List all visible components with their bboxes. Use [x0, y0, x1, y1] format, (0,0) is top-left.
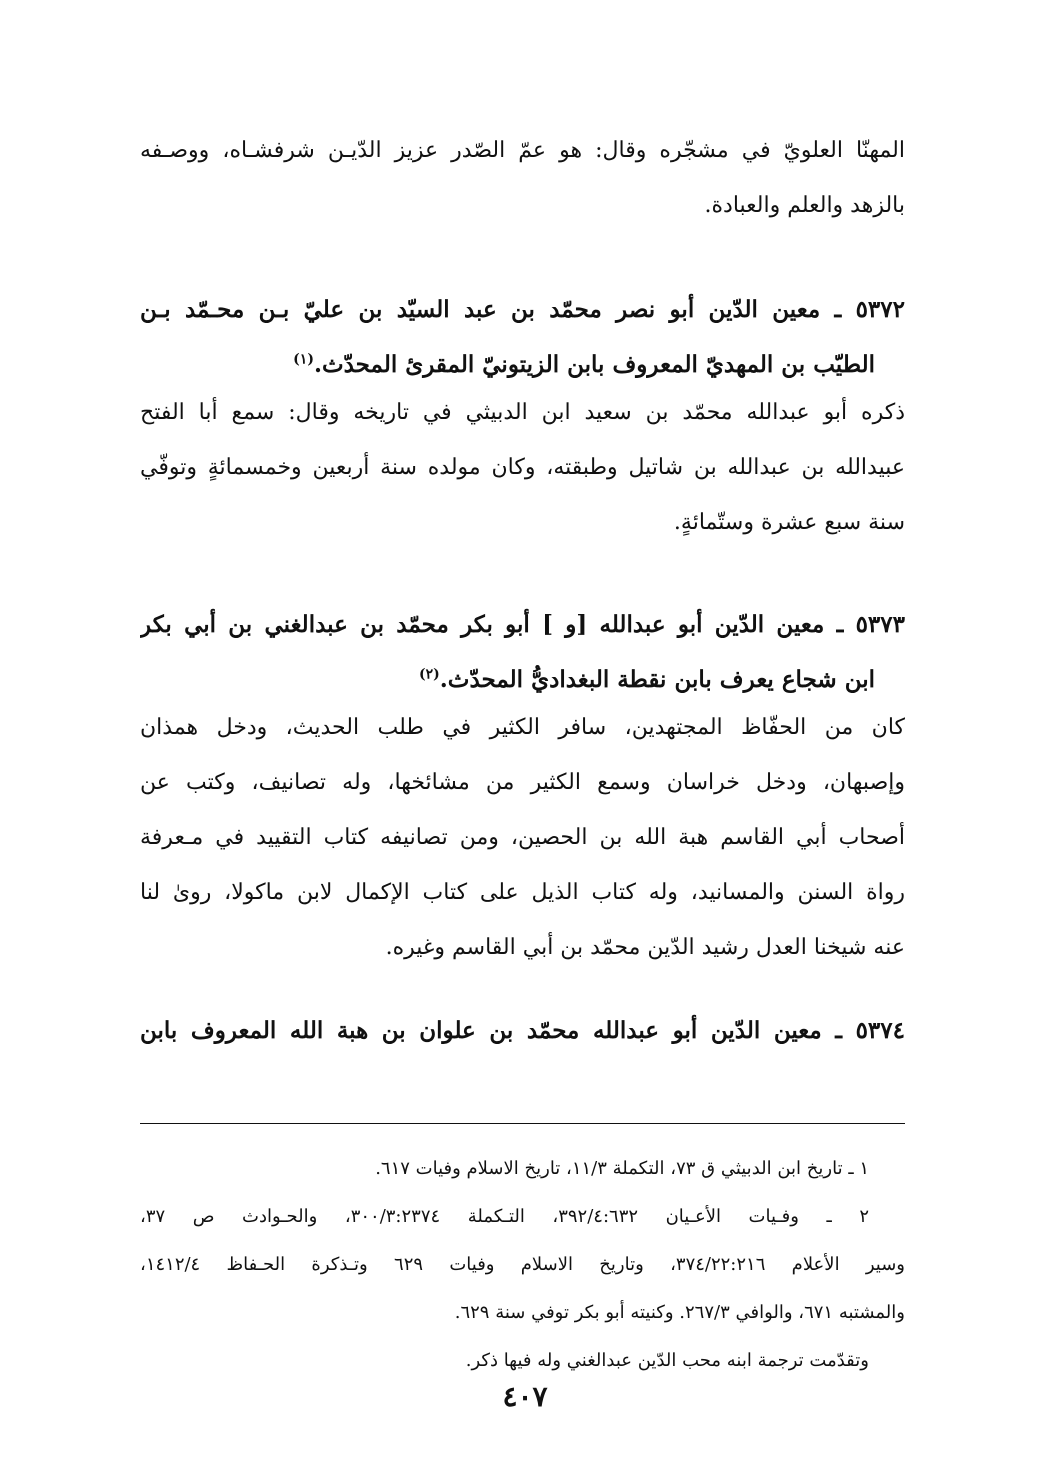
footnote-divider	[140, 1123, 905, 1124]
entry-heading-5374	[140, 1003, 905, 1058]
footnote-line: وتقدّمت ترجمة ابنه محب الدّين عبدالغني وله فيها ذكر.	[465, 1350, 869, 1371]
paragraph-line: رواة السنن والمسانيد، وله كتاب الذيل على كتاب الإكمال لابن ماكولا، روىٰ لنا	[140, 880, 905, 905]
entry-body-5373	[140, 700, 905, 975]
heading-line	[140, 337, 905, 392]
heading-line: ٥٣٧٢ ـ معين الدّين أبو نصر محمّد بن عبد السيّد بن عليّ بـن محـمّد بـن	[140, 296, 905, 323]
paragraph-line: وإصبهان، ودخل خراسان وسمع الكثير من مشائخها، وله تصانيف، وكتب عن	[140, 770, 905, 795]
footnote-line: وسير الأعلام ٣٧٤/٢٢:٢١٦، وتاريخ الاسلام وفيات ٦٢٩ وتـذكرة الحـفاظ ١٤١٢/٤،	[140, 1254, 905, 1275]
continuation-paragraph	[140, 123, 905, 233]
paragraph-line: المهنّا العلويّ في مشجّره وقال: هو عمّ الصّدر عزيز الدّيـن شرفشـاه، ووصـفه	[140, 138, 905, 163]
paragraph-line: سنة سبع عشرة وستّمائةٍ.	[673, 510, 905, 535]
footnote-line: ٢ ـ وفـيات الأعـيان ٣٩٢/٤:٦٣٢، التـكملة ٣٠٠/٣:٢٣٧٤، والحـوادث ص ٣٧،	[140, 1206, 869, 1227]
heading-line: ٥٣٧٤ ـ معين الدّين أبو عبدالله محمّد بن علوان بن هبة الله المعروف بابن	[140, 1017, 905, 1044]
heading-line: ٥٣٧٣ ـ معين الدّين أبو عبدالله [و ] أبو بكر محمّد بن عبدالغني بن أبي بكر	[140, 611, 905, 638]
heading-line-text: الطيّب بن المهديّ المعروف بابن الزيتونيّ المقرئ المحدّث.	[313, 351, 875, 378]
entry-heading-5373	[140, 597, 905, 707]
entry-body-5372	[140, 385, 905, 550]
footnote-ref: (٢)	[419, 666, 440, 683]
paragraph-line: ذكره أبو عبدالله محمّد بن سعيد ابن الدبيثي في تاريخه وقال: سمع أبا الفتح	[140, 400, 905, 425]
paragraph-line: بالزهد والعلم والعبادة.	[704, 193, 905, 218]
footnote-line: ١ ـ تاريخ ابن الدبيثي ق ٧٣، التكملة ١١/٣، تاريخ الاسلام وفيات ٦١٧.	[375, 1158, 869, 1179]
heading-line-text: ابن شجاع يعرف بابن نقطة البغداديُّ المحدّث.	[439, 666, 875, 693]
page-number: ٤٠٧	[502, 1380, 548, 1413]
footnotes	[140, 1145, 905, 1385]
footnote-line: والمشتبه ٦٧١، والوافي ٢٦٧/٣. وكنيته أبو بكر توفي سنة ٦٢٩.	[454, 1302, 905, 1323]
paragraph-line: عبيدالله بن عبدالله بن شاتيل وطبقته، وكان مولده سنة أربعين وخمسمائةٍ وتوفّي	[140, 455, 905, 480]
entry-heading-5372	[140, 282, 905, 392]
heading-line	[140, 652, 905, 707]
paragraph-line: عنه شيخنا العدل رشيد الدّين محمّد بن أبي القاسم وغيره.	[385, 935, 905, 960]
paragraph-line: أصحاب أبي القاسم هبة الله بن الحصين، ومن تصانيفه كتاب التقييد في مـعرفة	[140, 825, 905, 850]
paragraph-line: كان من الحفّاظ المجتهدين، سافر الكثير في طلب الحديث، ودخل همذان	[140, 715, 905, 740]
footnote-ref: (١)	[293, 351, 314, 368]
